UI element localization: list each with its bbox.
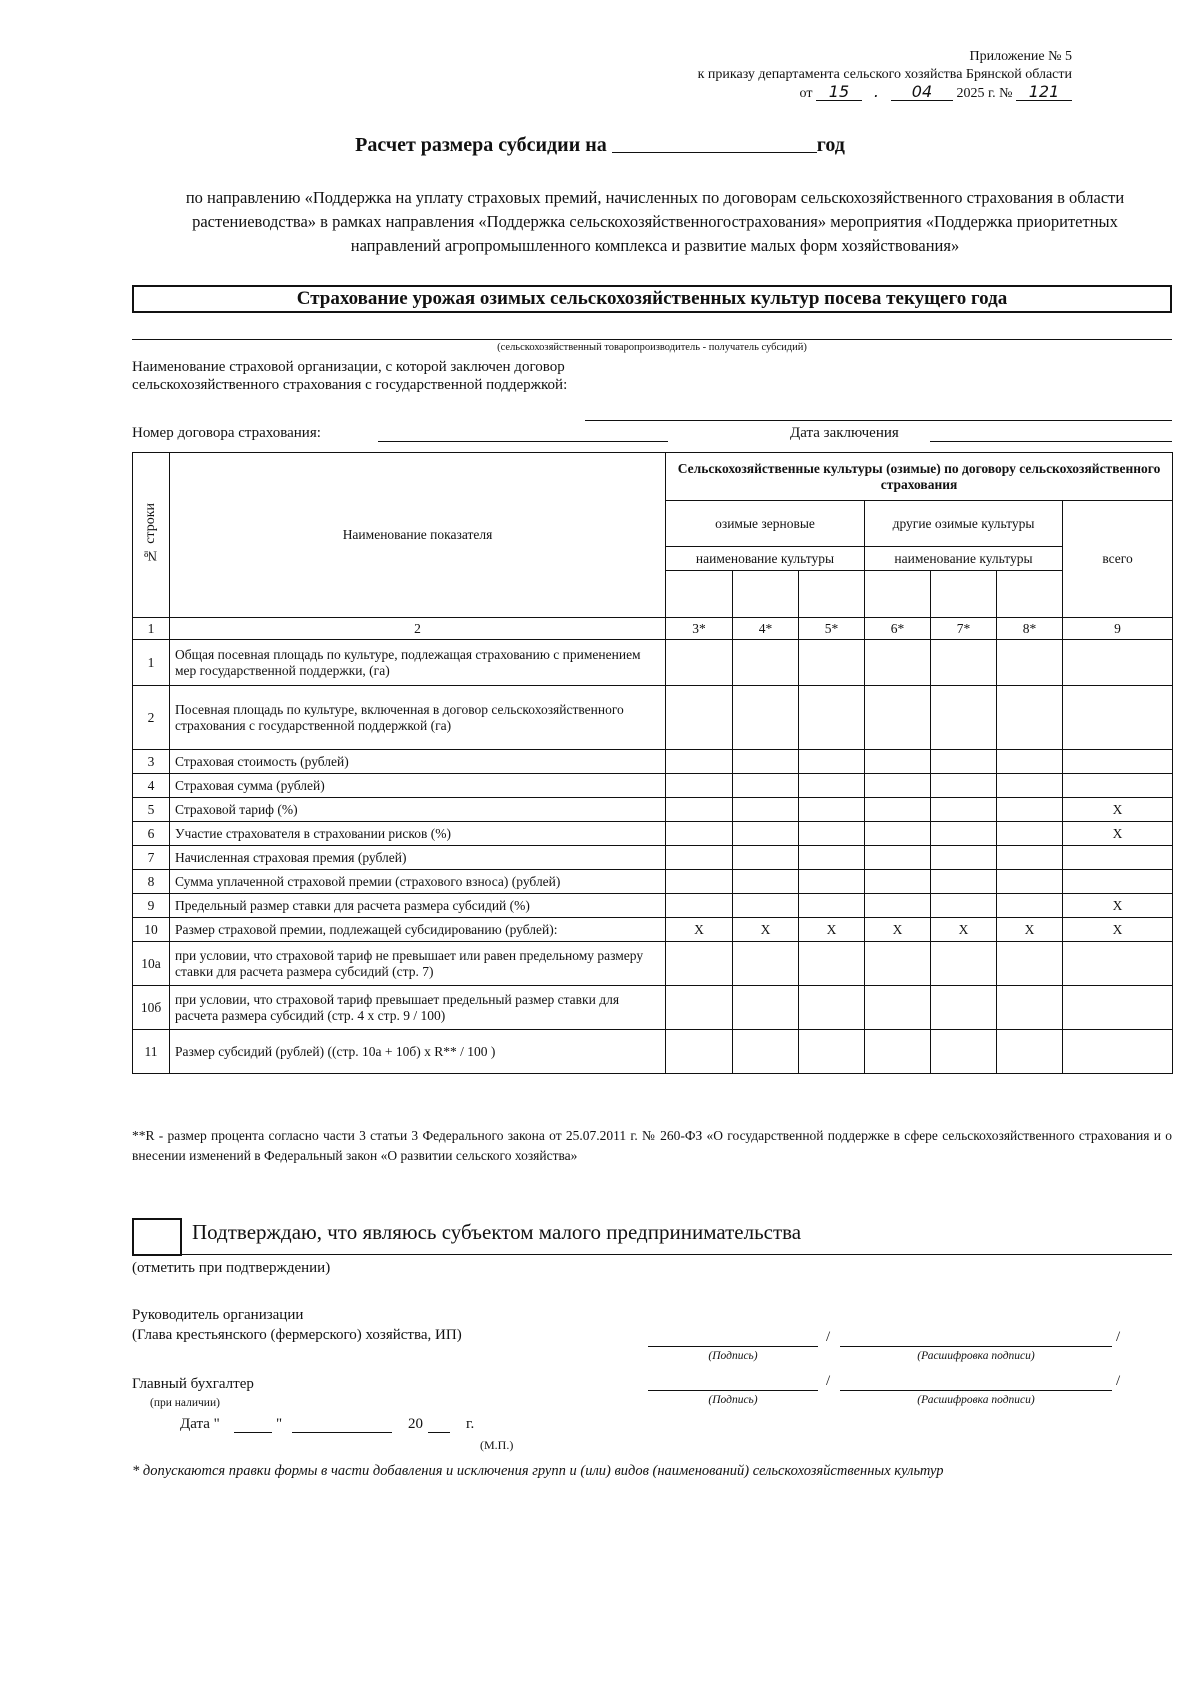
table-row: [133, 986, 1173, 1030]
confirm-text: Подтверждаю, что являюсь субъектом малого предпринимательства: [192, 1220, 802, 1244]
value-cell[interactable]: [997, 870, 1063, 894]
accountant-signature-line[interactable]: [648, 1390, 818, 1391]
table-row: [133, 942, 1173, 986]
value-cell[interactable]: [865, 870, 931, 894]
value-cell[interactable]: [931, 942, 997, 986]
contract-date-label: Дата заключения: [790, 425, 899, 441]
value-cell[interactable]: [997, 750, 1063, 774]
contract-number-line[interactable]: [378, 441, 668, 442]
value-cell[interactable]: [1063, 686, 1173, 750]
value-cell[interactable]: [997, 942, 1063, 986]
slash: /: [826, 1329, 831, 1345]
row-indicator-name: Размер страховой премии, подлежащей субсидированию (рублей):: [170, 918, 666, 942]
row-number: 3: [133, 750, 170, 774]
value-cell[interactable]: [799, 640, 865, 686]
value-cell[interactable]: [799, 774, 865, 798]
value-cell[interactable]: [1063, 640, 1173, 686]
value-cell[interactable]: [799, 798, 865, 822]
value-cell[interactable]: [997, 774, 1063, 798]
table-row: [133, 894, 1173, 918]
value-cell[interactable]: [997, 686, 1063, 750]
row-indicator-name: Начисленная страховая премия (рублей): [170, 846, 666, 870]
stamp-place: (М.П.): [480, 1438, 514, 1452]
header-crop-name-grain: наименование культуры: [666, 547, 865, 571]
value-cell[interactable]: [733, 1030, 799, 1074]
row-indicator-name: Предельный размер ставки для расчета размера субсидий (%): [170, 894, 666, 918]
value-cell[interactable]: [997, 798, 1063, 822]
value-cell[interactable]: [666, 986, 733, 1030]
value-cell[interactable]: [733, 846, 799, 870]
row-indicator-name: Страховой тариф (%): [170, 798, 666, 822]
col-number: 3*: [666, 618, 733, 640]
date-quote: ": [276, 1416, 283, 1432]
value-cell[interactable]: [865, 986, 931, 1030]
value-cell[interactable]: [1063, 986, 1173, 1030]
value-cell[interactable]: [799, 942, 865, 986]
crop-name-cell-6[interactable]: [865, 571, 931, 618]
header-crop-name-other: наименование культуры: [865, 547, 1063, 571]
head-decode-line[interactable]: [840, 1346, 1112, 1347]
row-number: 5: [133, 798, 170, 822]
value-cell[interactable]: [931, 686, 997, 750]
value-cell[interactable]: [733, 894, 799, 918]
value-cell[interactable]: [931, 750, 997, 774]
value-cell[interactable]: [997, 846, 1063, 870]
date-month: 04: [891, 84, 953, 101]
crop-name-cell-4[interactable]: [733, 571, 799, 618]
value-cell[interactable]: [997, 640, 1063, 686]
row-number: 4: [133, 774, 170, 798]
value-cell[interactable]: [733, 640, 799, 686]
col-number: 5*: [799, 618, 865, 640]
col-number: 8*: [997, 618, 1063, 640]
title-prefix: Расчет размера субсидии на: [355, 134, 607, 156]
confirm-underline: [182, 1254, 1172, 1255]
column-number-row: [133, 618, 1173, 640]
page-title: [0, 134, 1200, 157]
col-number: 6*: [865, 618, 931, 640]
header-total: всего: [1063, 501, 1173, 618]
row-number: 8: [133, 870, 170, 894]
value-cell[interactable]: [799, 750, 865, 774]
value-cell[interactable]: [799, 1030, 865, 1074]
contract-date-line[interactable]: [930, 441, 1172, 442]
date-month-line[interactable]: [292, 1432, 392, 1433]
subsidy-table: [132, 452, 1173, 1074]
slash: /: [1116, 1329, 1121, 1345]
row-number: 10а: [133, 942, 170, 986]
value-cell[interactable]: [799, 986, 865, 1030]
row-indicator-name: при условии, что страховой тариф не превышает или равен предельному размеру ставки для расчета размера субсидий (стр. 7): [170, 942, 666, 986]
value-cell[interactable]: [865, 894, 931, 918]
row-number: 7: [133, 846, 170, 870]
direction-text: по направлению «Поддержка на уплату страховых премий, начисленных по договорам сельскохозяйственного страхования в области растениеводства» в рамках направления «Поддержка сельскохозяйственногострахования» мероприятия «Поддержка приоритетных направлений агропромышленного комплекса и развитие малых форм хозяйствования»: [185, 188, 1125, 255]
table-row: [133, 686, 1173, 750]
value-cell[interactable]: [997, 986, 1063, 1030]
value-cell[interactable]: [666, 870, 733, 894]
order-text: к приказу департамента сельского хозяйства Брянской области: [697, 67, 1072, 82]
value-cell[interactable]: [865, 774, 931, 798]
value-cell[interactable]: [1063, 942, 1173, 986]
accountant-sub: (при наличии): [150, 1397, 220, 1409]
date-label: Дата ": [180, 1416, 220, 1432]
value-cell[interactable]: [931, 1030, 997, 1074]
table-row: [133, 846, 1173, 870]
value-cell[interactable]: [733, 798, 799, 822]
small-business-checkbox[interactable]: [132, 1218, 182, 1256]
producer-line[interactable]: [132, 339, 1172, 340]
value-cell[interactable]: [865, 942, 931, 986]
value-cell[interactable]: [931, 798, 997, 822]
value-cell[interactable]: [733, 774, 799, 798]
col-number: 4*: [733, 618, 799, 640]
value-cell[interactable]: [666, 686, 733, 750]
value-cell[interactable]: [733, 686, 799, 750]
value-cell[interactable]: [865, 750, 931, 774]
value-cell[interactable]: [733, 942, 799, 986]
head-sign-caption: (Подпись): [708, 1350, 758, 1362]
slash: /: [826, 1373, 831, 1389]
value-cell[interactable]: [666, 822, 733, 846]
value-cell[interactable]: [733, 822, 799, 846]
table-row: [133, 750, 1173, 774]
row-number: 9: [133, 894, 170, 918]
value-cell[interactable]: [666, 1030, 733, 1074]
row-indicator-name: Сумма уплаченной страховой премии (страхового взноса) (рублей): [170, 870, 666, 894]
header-other: другие озимые культуры: [865, 501, 1063, 547]
appendix-block: [698, 48, 1072, 103]
crop-name-cell-3[interactable]: [666, 571, 733, 618]
table-row: [133, 918, 1173, 942]
col-number: 7*: [931, 618, 997, 640]
col-number: 9: [1063, 618, 1173, 640]
head-decode-caption: (Расшифровка подписи): [917, 1350, 1035, 1362]
appendix-title: Приложение № 5: [969, 49, 1072, 64]
row-indicator-name: Страховая сумма (рублей): [170, 774, 666, 798]
value-cell[interactable]: [1063, 870, 1173, 894]
from-label: от: [799, 86, 813, 101]
insurance-type-box: Страхование урожая озимых сельскохозяйственных культур посева текущего года: [132, 285, 1172, 313]
head-signature-line[interactable]: [648, 1346, 818, 1347]
year-blank[interactable]: [612, 134, 817, 153]
value-cell[interactable]: [997, 822, 1063, 846]
value-cell[interactable]: [799, 894, 865, 918]
col-number: 2: [170, 618, 666, 640]
row-indicator-name: при условии, что страховой тариф превышает предельный размер ставки для расчета размера субсидий (стр. 4 х стр. 9 / 100): [170, 986, 666, 1030]
head-label: Руководитель организации: [132, 1307, 304, 1323]
value-cell[interactable]: [931, 822, 997, 846]
not-applicable-cell: Х: [1063, 822, 1173, 846]
value-cell[interactable]: [1063, 750, 1173, 774]
row-number: 2: [133, 686, 170, 750]
not-applicable-cell: Х: [1063, 918, 1173, 942]
not-applicable-cell: Х: [733, 918, 799, 942]
accountant-sign-caption: (Подпись): [708, 1394, 758, 1406]
header-crops: Сельскохозяйственные культуры (озимые) по договору сельскохозяйственного страхования: [666, 453, 1173, 501]
date-day-line[interactable]: [234, 1432, 272, 1433]
value-cell[interactable]: [865, 798, 931, 822]
accountant-decode-caption: (Расшифровка подписи): [917, 1394, 1035, 1406]
footnote-star: * допускаются правки формы в части добавления и исключения групп и (или) видов (наименований) сельскохозяйственных культур: [132, 1463, 944, 1479]
value-cell[interactable]: [666, 750, 733, 774]
value-cell[interactable]: [666, 640, 733, 686]
header-indicator: Наименование показателя: [170, 453, 666, 618]
col-number: 1: [133, 618, 170, 640]
not-applicable-cell: Х: [997, 918, 1063, 942]
value-cell[interactable]: [865, 686, 931, 750]
value-cell[interactable]: [733, 986, 799, 1030]
not-applicable-cell: Х: [666, 918, 733, 942]
insurer-label: Наименование страховой организации, с которой заключен договор сельскохозяйственного страхования с государственной поддержкой:: [132, 359, 568, 393]
header-grain: озимые зерновые: [666, 501, 865, 547]
row-number: 11: [133, 1030, 170, 1074]
not-applicable-cell: Х: [865, 918, 931, 942]
value-cell[interactable]: [666, 846, 733, 870]
row-indicator-name: Посевная площадь по культуре, включенная в договор сельскохозяйственного страхования с государственной поддержкой (га): [170, 686, 666, 750]
value-cell[interactable]: [1063, 774, 1173, 798]
value-cell[interactable]: [666, 894, 733, 918]
value-cell[interactable]: [931, 986, 997, 1030]
value-cell[interactable]: [865, 1030, 931, 1074]
title-suffix: год: [816, 134, 845, 156]
value-cell[interactable]: [733, 750, 799, 774]
order-number: 121: [1016, 84, 1072, 101]
date-separator: .: [873, 82, 880, 101]
year-text: 2025 г. №: [956, 86, 1013, 101]
year-suffix: г.: [466, 1416, 475, 1432]
table-row: [133, 798, 1173, 822]
header-row-number: № строки: [133, 453, 170, 618]
value-cell[interactable]: [931, 774, 997, 798]
value-cell[interactable]: [931, 870, 997, 894]
confirm-hint: (отметить при подтверждении): [132, 1260, 331, 1276]
value-cell[interactable]: [1063, 1030, 1173, 1074]
value-cell[interactable]: [666, 774, 733, 798]
date-year-line[interactable]: [428, 1432, 450, 1433]
value-cell[interactable]: [1063, 846, 1173, 870]
table-row: [133, 822, 1173, 846]
table-row: [133, 774, 1173, 798]
producer-caption: (сельскохозяйственный товаропроизводитель - получатель субсидий): [497, 342, 807, 353]
insurer-line[interactable]: [585, 420, 1172, 421]
value-cell[interactable]: [997, 894, 1063, 918]
order-date-line: [698, 84, 1072, 103]
row-indicator-name: Размер субсидий (рублей) ((стр. 10а + 10б) х R** / 100 ): [170, 1030, 666, 1074]
accountant-decode-line[interactable]: [840, 1390, 1112, 1391]
row-number: 10б: [133, 986, 170, 1030]
value-cell[interactable]: [799, 686, 865, 750]
year-prefix: 20: [408, 1416, 423, 1432]
row-number: 10: [133, 918, 170, 942]
row-indicator-name: Участие страхователя в страховании рисков (%): [170, 822, 666, 846]
row-number: 1: [133, 640, 170, 686]
row-indicator-name: Страховая стоимость (рублей): [170, 750, 666, 774]
table-row: [133, 870, 1173, 894]
crop-name-cell-7[interactable]: [931, 571, 997, 618]
date-day: 15: [816, 84, 862, 101]
value-cell[interactable]: [666, 942, 733, 986]
slash: /: [1116, 1373, 1121, 1389]
footnote-r: **R - размер процента согласно части 3 статьи 3 Федерального закона от 25.07.2011 г. № 260-ФЗ «О государственной поддержке в сфере сельскохозяйственного страхования и о внесении изменений в Федеральный закон «О развитии сельского хозяйства»: [132, 1128, 1172, 1163]
head-sub: (Глава крестьянского (фермерского) хозяйства, ИП): [132, 1327, 462, 1343]
value-cell[interactable]: [799, 846, 865, 870]
not-applicable-cell: Х: [1063, 894, 1173, 918]
value-cell[interactable]: [733, 870, 799, 894]
accountant-label: Главный бухгалтер: [132, 1376, 254, 1392]
value-cell[interactable]: [931, 894, 997, 918]
value-cell[interactable]: [865, 822, 931, 846]
table-row: [133, 640, 1173, 686]
value-cell[interactable]: [931, 640, 997, 686]
value-cell[interactable]: [997, 1030, 1063, 1074]
crop-name-cell-8[interactable]: [997, 571, 1063, 618]
value-cell[interactable]: [865, 846, 931, 870]
value-cell[interactable]: [799, 870, 865, 894]
value-cell[interactable]: [931, 846, 997, 870]
value-cell[interactable]: [865, 640, 931, 686]
row-number: 6: [133, 822, 170, 846]
contract-number-label: Номер договора страхования:: [132, 425, 321, 441]
row-indicator-name: Общая посевная площадь по культуре, подлежащая страхованию с применением мер государственной поддержки, (га): [170, 640, 666, 686]
value-cell[interactable]: [666, 798, 733, 822]
not-applicable-cell: Х: [799, 918, 865, 942]
table-row: [133, 1030, 1173, 1074]
not-applicable-cell: Х: [1063, 798, 1173, 822]
not-applicable-cell: Х: [931, 918, 997, 942]
value-cell[interactable]: [799, 822, 865, 846]
crop-name-cell-5[interactable]: [799, 571, 865, 618]
